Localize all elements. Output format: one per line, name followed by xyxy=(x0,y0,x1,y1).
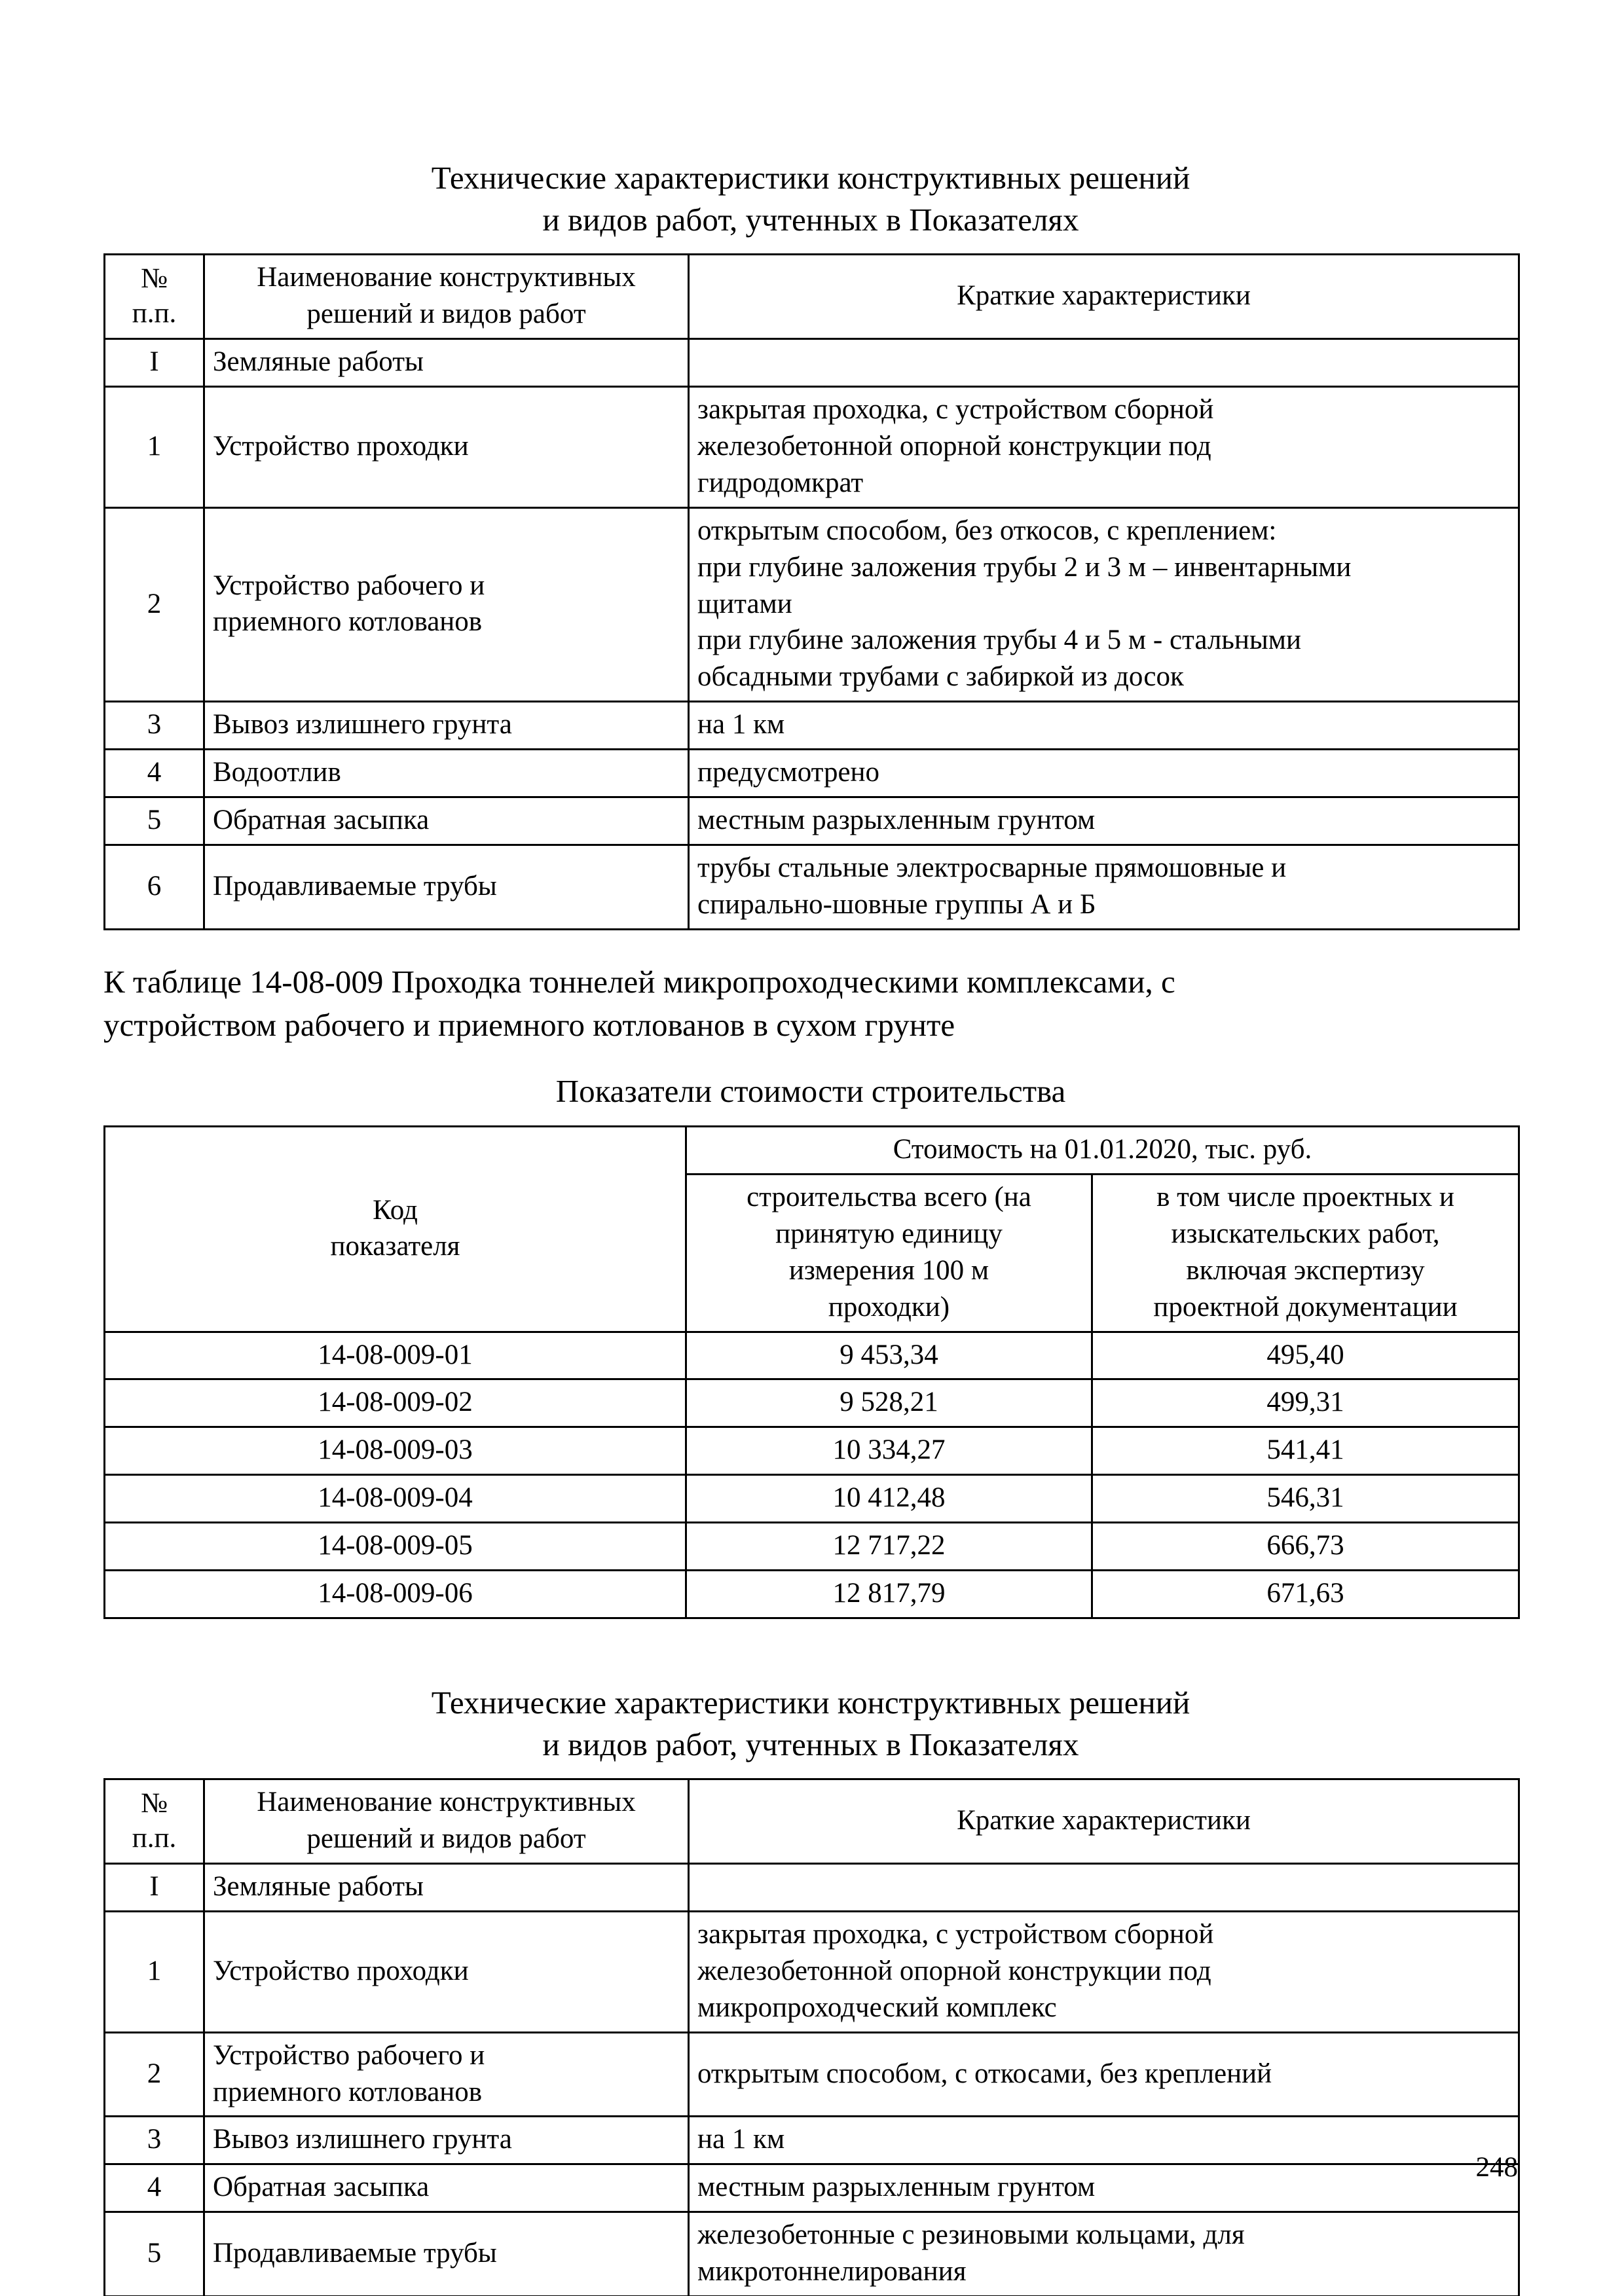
row-description: на 1 км xyxy=(689,2117,1519,2164)
row-description: местным разрыхленным грунтом xyxy=(689,2164,1519,2212)
row-name xyxy=(204,507,689,701)
row-number: 5 xyxy=(105,797,204,845)
desc-line: при глубине заложения трубы 2 и 3 м – инвентарными xyxy=(697,551,1352,583)
header-design-line: включая экспертизу xyxy=(1186,1254,1425,1286)
desc-line: при глубине заложения трубы 4 и 5 м - стальными xyxy=(697,625,1302,656)
header-cell-cost-span: Стоимость на 01.01.2020, тыс. руб. xyxy=(686,1127,1519,1175)
tech-table-2-title-line2: и видов работ, учтенных в Показателях xyxy=(542,1726,1079,1762)
table-row xyxy=(105,1379,1519,1427)
header-name-line1: Наименование конструктивных xyxy=(257,262,636,293)
row-description xyxy=(689,845,1519,929)
table-row xyxy=(105,702,1519,750)
desc-line: закрытая проходка, с устройством сборной xyxy=(697,394,1214,426)
header-name-line1: Наименование конструктивных xyxy=(257,1787,636,1818)
row-number: 2 xyxy=(105,2032,204,2117)
header-cell-name xyxy=(204,255,689,339)
desc-line: микротоннелирования xyxy=(697,2256,967,2287)
row-name: Обратная засыпка xyxy=(204,797,689,845)
row-name-line: приемного котлованов xyxy=(213,2076,483,2107)
page-number: 248 xyxy=(1475,2152,1518,2183)
header-name-line2: решений и видов работ xyxy=(306,1823,586,1855)
desc-line: железобетонные с резиновыми кольцами, для xyxy=(697,2219,1245,2251)
cost-table-head xyxy=(105,1127,1519,1332)
section-paragraph-line2: устройством рабочего и приемного котлованов в сухом грунте xyxy=(103,1007,955,1044)
header-cell-number xyxy=(105,255,204,339)
header-cell-name xyxy=(204,1779,689,1864)
row-name: Устройство проходки xyxy=(204,387,689,508)
header-code-line2: показателя xyxy=(330,1231,460,1262)
desc-line: закрытая проходка, с устройством сборной xyxy=(697,1918,1214,1950)
cost-table-body xyxy=(105,1332,1519,1618)
header-code-line1: Код xyxy=(373,1195,418,1226)
row-name: Продавливаемые трубы xyxy=(204,2212,689,2296)
section-paragraph-line1: К таблице 14-08-009 Проходка тоннелей микропроходческими комплексами, с xyxy=(103,963,1175,1000)
header-description-label: Краткие характеристики xyxy=(957,280,1251,312)
row-name-line: Устройство рабочего и xyxy=(213,2039,485,2071)
header-cell-code xyxy=(105,1127,686,1332)
desc-line: щитами xyxy=(697,588,792,619)
cost-row-total: 12 817,79 xyxy=(686,1571,1092,1618)
desc-line: открытым способом, без откосов, с креплением: xyxy=(697,515,1277,546)
row-name-line: Устройство рабочего и xyxy=(213,570,485,601)
row-name xyxy=(204,2032,689,2117)
header-cell-total-cost xyxy=(686,1175,1092,1332)
row-number: 5 xyxy=(105,2212,204,2296)
desc-line: гидродомкрат xyxy=(697,467,864,498)
desc-line: обсадными трубами с забиркой из досок xyxy=(697,661,1184,693)
row-number: 3 xyxy=(105,702,204,750)
desc-line: железобетонной опорной конструкции под xyxy=(697,1955,1211,1986)
cost-row-total: 9 453,34 xyxy=(686,1332,1092,1379)
cost-row-code: 14-08-009-03 xyxy=(105,1427,686,1475)
table-row xyxy=(105,1427,1519,1475)
tech-table-1 xyxy=(103,253,1520,930)
table-row xyxy=(105,1332,1519,1379)
tech-table-2-title-line1: Технические характеристики конструктивных решений xyxy=(431,1684,1190,1721)
cost-row-design: 541,41 xyxy=(1092,1427,1519,1475)
cost-row-design: 495,40 xyxy=(1092,1332,1519,1379)
header-number-line1: № xyxy=(140,263,168,294)
tech-table-2-wrapper xyxy=(103,1778,1518,2296)
header-cell-number xyxy=(105,1779,204,1864)
cost-row-total: 12 717,22 xyxy=(686,1523,1092,1571)
row-name: Вывоз излишнего грунта xyxy=(204,702,689,750)
header-cell-description xyxy=(689,255,1519,339)
tech-table-2-head xyxy=(105,1779,1519,1864)
table-row xyxy=(105,1571,1519,1618)
table-row xyxy=(105,1864,1519,1912)
table-header-row xyxy=(105,1779,1519,1864)
cost-row-total: 10 334,27 xyxy=(686,1427,1092,1475)
desc-line: железобетонной опорной конструкции под xyxy=(697,430,1211,462)
cost-row-design: 671,63 xyxy=(1092,1571,1519,1618)
table-row xyxy=(105,2032,1519,2117)
row-description: местным разрыхленным грунтом xyxy=(689,797,1519,845)
tech-table-1-body xyxy=(105,339,1519,929)
cost-row-design: 666,73 xyxy=(1092,1523,1519,1571)
table-row xyxy=(105,339,1519,387)
row-number: 4 xyxy=(105,2164,204,2212)
tech-table-1-wrapper xyxy=(103,253,1518,930)
header-total-line: проходки) xyxy=(828,1291,950,1322)
row-description xyxy=(689,1864,1519,1912)
header-number-line1: № xyxy=(140,1787,168,1819)
tech-table-1-head xyxy=(105,255,1519,339)
header-total-line: строительства всего (на xyxy=(747,1182,1031,1213)
cost-table-title: Показатели стоимости строительства xyxy=(555,1072,1066,1109)
row-number: I xyxy=(105,1864,204,1912)
row-name: Земляные работы xyxy=(204,339,689,387)
cost-row-code: 14-08-009-06 xyxy=(105,1571,686,1618)
cost-table-wrapper xyxy=(103,1125,1518,1619)
cost-row-code: 14-08-009-01 xyxy=(105,1332,686,1379)
row-description xyxy=(689,339,1519,387)
row-number: I xyxy=(105,339,204,387)
desc-line: спирально-шовные группы А и Б xyxy=(697,888,1096,920)
row-number: 6 xyxy=(105,845,204,929)
row-description xyxy=(689,2212,1519,2296)
row-name: Обратная засыпка xyxy=(204,2164,689,2212)
cost-row-code: 14-08-009-04 xyxy=(105,1475,686,1523)
desc-line: микропроходческий комплекс xyxy=(697,1992,1057,2023)
tech-table-2 xyxy=(103,1778,1520,2296)
table-header-row xyxy=(105,255,1519,339)
cost-row-design: 546,31 xyxy=(1092,1475,1519,1523)
cost-table xyxy=(103,1125,1520,1619)
row-name: Вывоз излишнего грунта xyxy=(204,2117,689,2164)
header-name-line2: решений и видов работ xyxy=(306,299,586,330)
header-design-line: изыскательских работ, xyxy=(1171,1218,1440,1249)
row-name-line: приемного котлованов xyxy=(213,606,483,638)
row-description xyxy=(689,507,1519,701)
row-number: 1 xyxy=(105,387,204,508)
desc-line: трубы стальные электросварные прямошовные и xyxy=(697,852,1287,883)
table-row xyxy=(105,387,1519,508)
cost-row-total: 10 412,48 xyxy=(686,1475,1092,1523)
cost-row-code: 14-08-009-05 xyxy=(105,1523,686,1571)
row-name: Устройство проходки xyxy=(204,1911,689,2032)
table-row xyxy=(105,507,1519,701)
table-row xyxy=(105,1523,1519,1571)
header-number-line2: п.п. xyxy=(132,298,177,329)
row-description xyxy=(689,387,1519,508)
cost-row-total: 9 528,21 xyxy=(686,1379,1092,1427)
table-row xyxy=(105,750,1519,797)
tech-table-1-title-line1: Технические характеристики конструктивных решений xyxy=(431,160,1190,196)
table-header-row-span xyxy=(105,1127,1519,1175)
header-cell-description xyxy=(689,1779,1519,1864)
tech-table-2-body xyxy=(105,1864,1519,2296)
row-name: Земляные работы xyxy=(204,1864,689,1912)
cost-row-design: 499,31 xyxy=(1092,1379,1519,1427)
row-number: 2 xyxy=(105,507,204,701)
section-reference-paragraph xyxy=(103,930,1518,1048)
row-name: Водоотлив xyxy=(204,750,689,797)
header-description-label: Краткие характеристики xyxy=(957,1805,1251,1836)
tech-table-1-title xyxy=(103,0,1518,240)
table-row xyxy=(105,797,1519,845)
table-row xyxy=(105,2212,1519,2296)
row-number: 3 xyxy=(105,2117,204,2164)
table-row xyxy=(105,2164,1519,2212)
row-name: Продавливаемые трубы xyxy=(204,845,689,929)
header-total-line: принятую единицу xyxy=(775,1218,1003,1249)
tech-table-1-title-line2: и видов работ, учтенных в Показателях xyxy=(542,201,1079,238)
row-number: 1 xyxy=(105,1911,204,2032)
header-total-line: измерения 100 м xyxy=(788,1254,989,1286)
row-description xyxy=(689,1911,1519,2032)
table-row xyxy=(105,1475,1519,1523)
page-content xyxy=(103,0,1518,2296)
table-row xyxy=(105,845,1519,929)
row-description: на 1 км xyxy=(689,702,1519,750)
header-number-line2: п.п. xyxy=(132,1823,177,1854)
tech-table-2-title xyxy=(103,1619,1518,1765)
row-description: предусмотрено xyxy=(689,750,1519,797)
table-row xyxy=(105,2117,1519,2164)
cost-row-code: 14-08-009-02 xyxy=(105,1379,686,1427)
header-cell-design-cost xyxy=(1092,1175,1519,1332)
table-row xyxy=(105,1911,1519,2032)
row-description: открытым способом, с откосами, без креплений xyxy=(689,2032,1519,2117)
header-design-line: в том числе проектных и xyxy=(1156,1182,1454,1213)
row-number: 4 xyxy=(105,750,204,797)
header-design-line: проектной документации xyxy=(1153,1291,1458,1322)
